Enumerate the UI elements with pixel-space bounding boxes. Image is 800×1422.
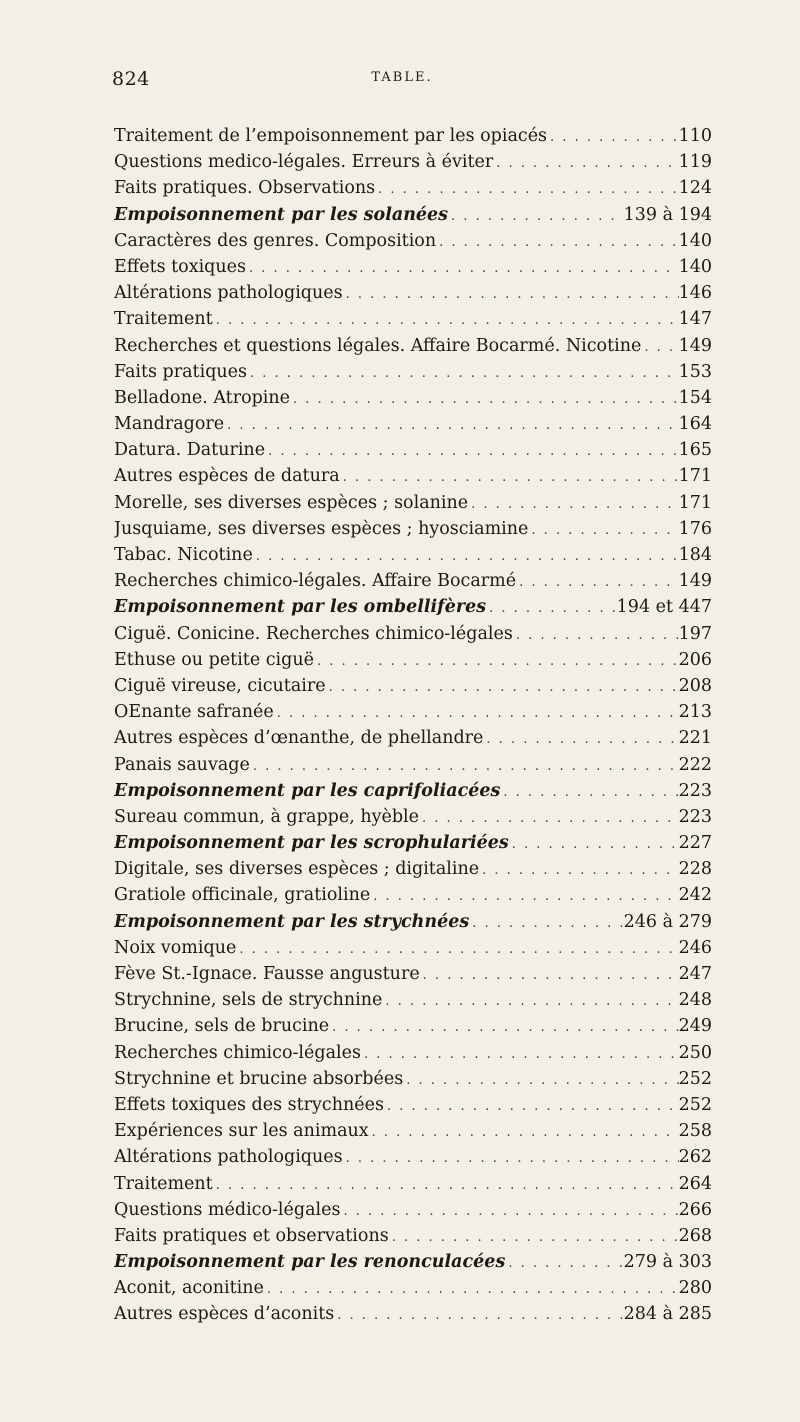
dot-leader (334, 1303, 623, 1327)
dot-leader (236, 937, 678, 961)
toc-entry-page: 242 (678, 885, 712, 906)
toc-entry (114, 542, 712, 568)
page-header (112, 68, 692, 90)
dot-leader (468, 492, 678, 516)
toc-section-heading (114, 202, 712, 228)
toc-section-heading (114, 594, 712, 620)
toc-entry-page: 176 (678, 518, 712, 539)
dot-leader (483, 727, 678, 751)
toc-entry-title: Recherches chimico-légales (114, 1042, 361, 1063)
toc-entry-page: 266 (678, 1199, 712, 1220)
toc-entry-page: 284 à 285 (623, 1304, 712, 1325)
dot-leader (369, 1120, 679, 1144)
toc-entry-page: 249 (678, 1016, 712, 1037)
toc-entry (114, 1301, 712, 1327)
toc-entry-page: 140 (678, 230, 712, 251)
toc-entry (114, 621, 712, 647)
toc-entry-title: Ethuse ou petite ciguë (114, 649, 314, 670)
toc-entry-title: Autres espèces de datura (114, 466, 340, 487)
toc-entry-page: 154 (678, 387, 712, 408)
toc-entry-title: Altérations pathologiques (114, 283, 343, 304)
toc-entry-page: 165 (678, 440, 712, 461)
toc-entry (114, 280, 712, 306)
toc-entry-page: 140 (678, 256, 712, 277)
toc-entry (114, 961, 712, 987)
toc-entry-title: Ciguë. Conicine. Recherches chimico-légales (114, 623, 513, 644)
toc-entry-page: 110 (678, 126, 712, 146)
dot-leader (486, 596, 617, 620)
toc-entry-title: Traitement (114, 1173, 213, 1194)
dot-leader (547, 125, 679, 149)
toc-entry (114, 306, 712, 332)
toc-entry-title: Noix vomique (114, 937, 237, 958)
toc-entry-page: 279 à 303 (623, 1252, 712, 1273)
toc-entry-page: 164 (678, 414, 712, 435)
toc-section-heading (114, 1249, 712, 1275)
toc-entry (114, 1092, 712, 1118)
toc-entry-page: 264 (678, 1173, 712, 1194)
dot-leader (361, 1042, 679, 1066)
toc-entry-page: 223 (678, 780, 712, 801)
toc-entry (114, 699, 712, 725)
toc-entry-page: 146 (678, 283, 712, 304)
dot-leader (528, 518, 678, 542)
toc-entry (114, 411, 712, 437)
toc-entry (114, 437, 712, 463)
toc-entry-title: OEnante safranée (114, 702, 274, 723)
toc-entry-title: Faits pratiques. Observations (114, 178, 376, 199)
toc-entry-page: 246 à 279 (623, 911, 712, 932)
toc-entry-page: 171 (678, 466, 712, 487)
toc-entry (114, 1223, 712, 1249)
dot-leader (250, 754, 679, 778)
dot-leader (213, 308, 679, 332)
dot-leader (382, 989, 678, 1013)
toc-entry-page: 206 (678, 649, 712, 670)
dot-leader (509, 832, 679, 856)
toc-entry (114, 987, 712, 1013)
toc-entry-title: Empoisonnement par les strychnées (114, 911, 470, 932)
toc-entry-title: Caractères des genres. Composition (114, 230, 437, 251)
dot-leader (500, 780, 678, 804)
dot-leader (340, 1199, 678, 1223)
toc-entry (114, 568, 712, 594)
dot-leader (343, 1146, 679, 1170)
toc-entry (114, 1066, 712, 1092)
toc-entry (114, 149, 712, 175)
dot-leader (516, 570, 679, 594)
dot-leader (493, 151, 678, 175)
toc-entry-title: Empoisonnement par les caprifoliacées (114, 780, 501, 801)
toc-entry-page: 197 (678, 623, 712, 644)
toc-entry (114, 725, 712, 751)
toc-entry-page: 262 (678, 1147, 712, 1168)
toc-entry-page: 184 (678, 545, 712, 565)
dot-leader (213, 1173, 679, 1197)
toc-entry-title: Jusquiame, ses diverses espèces ; hyosciamine (114, 518, 529, 539)
dot-leader (419, 806, 679, 830)
toc-entry (114, 1144, 712, 1170)
toc-entry (114, 1275, 712, 1301)
toc-entry (114, 516, 712, 542)
toc-entry-page: 248 (678, 990, 712, 1011)
toc-entry-page: 280 (678, 1278, 712, 1299)
toc-entry-title: Faits pratiques (114, 361, 248, 382)
toc-entry-title: Autres espèces d’œnanthe, de phellandre (114, 728, 484, 749)
toc-entry-page: 147 (678, 309, 712, 330)
toc-entry-page: 213 (678, 702, 712, 723)
toc-entry-page: 258 (678, 1121, 712, 1142)
toc-entry-title: Fève St.-Ignace. Fausse angusture (114, 964, 420, 984)
toc-entry-page: 268 (678, 1225, 712, 1246)
toc-entry (114, 1197, 712, 1223)
toc-entry (114, 1040, 712, 1066)
toc-entry-page: 250 (678, 1042, 712, 1063)
toc-entry-page: 227 (678, 833, 712, 854)
toc-entry-page: 252 (678, 1068, 712, 1089)
dot-leader (314, 649, 679, 673)
toc-entry-title: Ciguë vireuse, cicutaire (114, 675, 326, 696)
toc-entry-title: Empoisonnement par les solanées (114, 204, 449, 225)
toc-entry-title: Altérations pathologiques (114, 1147, 343, 1168)
toc-entry-title: Tabac. Nicotine (114, 545, 253, 565)
toc-entry-page: 119 (678, 152, 712, 173)
toc-entry-page: 221 (678, 728, 712, 749)
toc-entry-title: Strychnine et brucine absorbées (114, 1068, 404, 1089)
toc-entry-title: Effets toxiques des strychnées (114, 1094, 384, 1115)
toc-entry-page: 223 (678, 806, 712, 827)
toc-entry (114, 752, 712, 778)
toc-entry (114, 882, 712, 908)
toc-entry-title: Questions medico-légales. Erreurs à éviter (114, 152, 494, 173)
dot-leader (641, 335, 678, 359)
toc-entry-title: Brucine, sels de brucine (114, 1016, 330, 1037)
toc-entry (114, 1171, 712, 1197)
toc-entry-title: Faits pratiques et observations (114, 1225, 389, 1246)
toc-entry-page: 247 (678, 964, 712, 984)
toc-entry-title: Morelle, ses diverses espèces ; solanine (114, 492, 469, 513)
toc-entry-title: Aconit, aconitine (114, 1278, 264, 1299)
running-title: TABLE. (371, 70, 433, 85)
toc-entry-title: Expériences sur les animaux (114, 1121, 369, 1142)
toc-entry-title: Recherches chimico-légales. Affaire Bocarmé (114, 571, 517, 592)
dot-leader (436, 230, 678, 254)
toc-entry-page: 246 (678, 937, 712, 958)
toc-entry-title: Sureau commun, à grappe, hyèble (114, 806, 419, 827)
dot-leader (505, 1251, 623, 1275)
toc-entry-title: Traitement (114, 309, 213, 330)
dot-leader (326, 675, 679, 699)
dot-leader (384, 1094, 679, 1118)
dot-leader (340, 465, 679, 489)
toc-entry (114, 673, 712, 699)
toc-entry-page: 149 (678, 335, 712, 356)
dot-leader (343, 282, 679, 306)
toc-entry-title: Datura. Daturine (114, 440, 266, 461)
toc-entry-title: Autres espèces d’aconits (114, 1304, 335, 1325)
toc-entry-page: 171 (678, 492, 712, 513)
toc-entry-title: Mandragore (114, 414, 225, 435)
toc-entry-title: Questions médico-légales (114, 1199, 341, 1220)
toc-entry (114, 254, 712, 280)
dot-leader (246, 256, 679, 280)
dot-leader (403, 1068, 678, 1092)
toc-entry (114, 490, 712, 516)
toc-entry-page: 194 et 447 (616, 597, 712, 618)
toc-entry (114, 228, 712, 254)
dot-leader (265, 439, 679, 463)
dot-leader (375, 177, 678, 201)
dot-leader (264, 1277, 679, 1301)
toc-entry (114, 804, 712, 830)
dot-leader (469, 911, 623, 935)
dot-leader (479, 858, 679, 882)
toc-entry-title: Digitale, ses diverses espèces ; digitaline (114, 859, 480, 880)
toc-entry-title: Recherches et questions légales. Affaire Bocarmé. Nicotine (114, 335, 642, 356)
toc-entry-title: Traitement de l’empoisonnement par les opiacés (114, 126, 548, 146)
toc-entry (114, 856, 712, 882)
toc-section-heading (114, 778, 712, 804)
toc-entry (114, 935, 712, 961)
dot-leader (224, 413, 679, 437)
dot-leader (253, 544, 679, 568)
toc-entry-title: Empoisonnement par les ombellifères (114, 597, 487, 618)
toc-entry-page: 153 (678, 361, 712, 382)
toc-section-heading (114, 909, 712, 935)
toc-entry (114, 123, 712, 149)
toc-entry-title: Empoisonnement par les renonculacées (114, 1252, 506, 1273)
dot-leader (513, 623, 679, 647)
toc-entry-title: Strychnine, sels de strychnine (114, 990, 383, 1011)
toc-entry-page: 139 à 194 (623, 204, 712, 225)
toc-entry-title: Empoisonnement par les scrophulariées (114, 833, 509, 854)
toc-entry-page: 208 (678, 675, 712, 696)
page-number: 824 (112, 68, 150, 90)
dot-leader (370, 884, 678, 908)
dot-leader (274, 701, 679, 725)
toc-entry-title: Effets toxiques (114, 256, 246, 277)
toc-entry-title: Panais sauvage (114, 754, 250, 775)
toc-entry-page: 149 (678, 571, 712, 592)
toc-entry-page: 228 (678, 859, 712, 880)
toc-entry (114, 359, 712, 385)
dot-leader (329, 1015, 678, 1039)
dot-leader (420, 963, 679, 987)
toc-entry (114, 463, 712, 489)
toc-entry (114, 333, 712, 359)
toc-entry-page: 222 (678, 754, 712, 775)
toc-entry (114, 175, 712, 201)
dot-leader (290, 387, 679, 411)
dot-leader (247, 361, 679, 385)
toc-entry (114, 1013, 712, 1039)
toc-entry (114, 1118, 712, 1144)
toc-entry (114, 385, 712, 411)
toc-entry-title: Belladone. Atropine (114, 387, 291, 408)
toc-entry-page: 252 (678, 1094, 712, 1115)
dot-leader (448, 204, 624, 228)
dot-leader (389, 1225, 679, 1249)
toc-entry-title: Gratiole officinale, gratioline (114, 885, 371, 906)
table-of-contents (114, 123, 712, 1328)
toc-section-heading (114, 830, 712, 856)
toc-entry (114, 647, 712, 673)
toc-entry-page: 124 (678, 178, 712, 199)
